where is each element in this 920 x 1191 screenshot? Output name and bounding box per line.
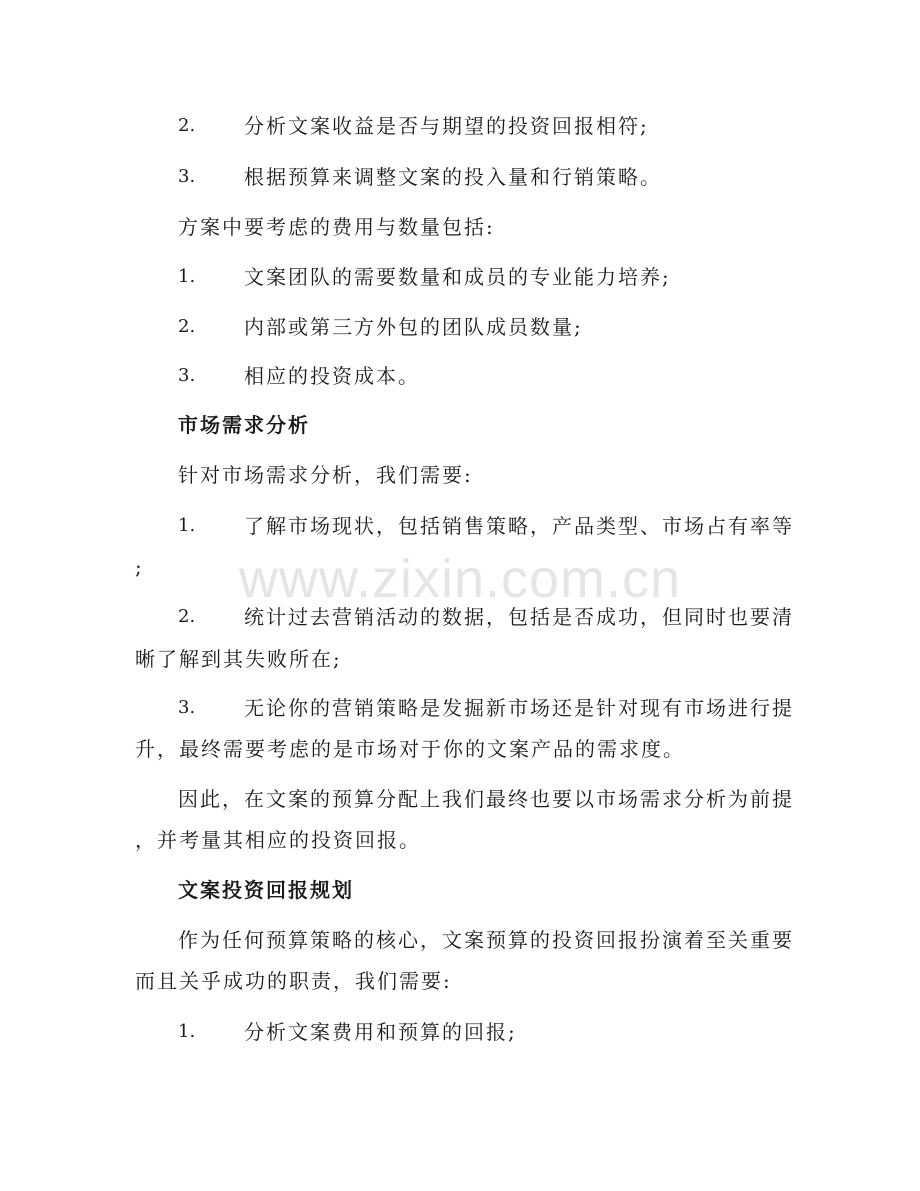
list-number: 1. <box>178 1021 196 1042</box>
paragraph-text: 作为任何预算策略的核心，文案预算的投资回报扮演着至关重要 <box>178 928 794 952</box>
continuation-text: 而且关乎成功的职责，我们需要: <box>135 969 452 993</box>
paragraph-text: 针对市场需求分析，我们需要: <box>178 463 473 487</box>
continuation-text: ; <box>135 555 144 579</box>
list-item-text: 了解市场现状，包括销售策略，产品类型、市场占有率等 <box>244 514 794 538</box>
list-number: 2. <box>178 316 196 337</box>
list-item-text: 无论你的营销策略是发掘新市场还是针对现有市场进行提 <box>244 696 794 720</box>
list-number: 3. <box>178 365 196 386</box>
list-number: 2. <box>178 115 196 136</box>
continuation-text: 升，最终需要考虑的是市场对于你的文案产品的需求度。 <box>135 737 685 761</box>
paragraph-text: 方案中要考虑的费用与数量包括: <box>178 215 495 239</box>
list-number: 1. <box>178 266 196 287</box>
heading-text: 市场需求分析 <box>178 413 310 437</box>
paragraph-text: 因此，在文案的预算分配上我们最终也要以市场需求分析为前提 <box>178 787 794 811</box>
list-item-text: 文案团队的需要数量和成员的专业能力培养; <box>244 265 671 289</box>
list-item-text: 分析文案收益是否与期望的投资回报相符; <box>244 114 649 138</box>
list-item-text: 根据预算来调整文案的投入量和行销策略。 <box>244 165 662 189</box>
heading-text: 文案投资回报规划 <box>178 878 354 902</box>
list-item-text: 统计过去营销活动的数据，包括是否成功，但同时也要清 <box>244 605 794 629</box>
continuation-text: ，并考量其相应的投资回报。 <box>135 828 421 852</box>
list-number: 2. <box>178 606 196 627</box>
watermark: www.zixin.com.cn <box>238 549 682 609</box>
list-number: 1. <box>178 515 196 536</box>
list-item-text: 分析文案费用和预算的回报; <box>244 1020 517 1044</box>
list-item-text: 内部或第三方外包的团队成员数量; <box>244 315 583 339</box>
list-item-text: 相应的投资成本。 <box>244 364 420 388</box>
list-number: 3. <box>178 166 196 187</box>
list-number: 3. <box>178 697 196 718</box>
continuation-text: 晰了解到其失败所在; <box>135 647 342 671</box>
